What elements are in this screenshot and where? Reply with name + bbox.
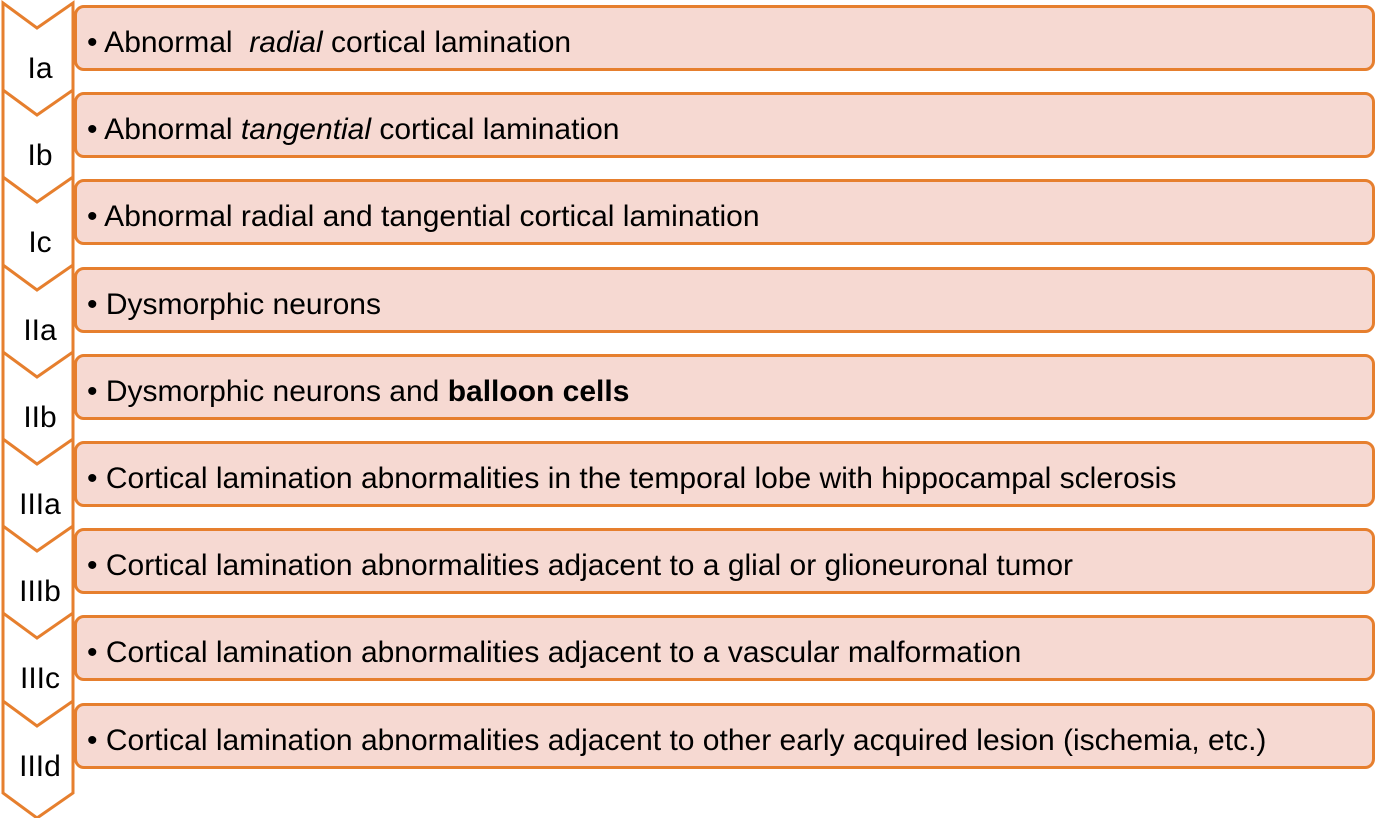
- description-box: [74, 615, 1375, 681]
- text-segment: cortical lamination: [322, 26, 572, 59]
- emphasis-italic: tangential: [240, 113, 372, 147]
- description-box: [74, 267, 1375, 333]
- description-text: [87, 357, 629, 417]
- level-label: Ic: [28, 226, 52, 260]
- level-row-ib: [0, 87, 1379, 174]
- description-text: [87, 444, 1176, 504]
- description-text: [87, 531, 1073, 591]
- level-row-ia: [0, 0, 1379, 87]
- description-text: [87, 182, 760, 242]
- description-text: [87, 618, 1021, 678]
- description-box: [74, 528, 1375, 594]
- description-text: [87, 8, 571, 68]
- level-row-ic: [0, 174, 1379, 261]
- level-row-iiic: [0, 610, 1379, 697]
- text-segment: • Dysmorphic neurons and: [87, 374, 448, 408]
- text-segment: • Cortical lamination abnormalities adjacent to a glial or glioneuronal tumor: [87, 549, 1074, 583]
- description-text: [87, 270, 381, 330]
- text-segment: • Cortical lamination abnormalities adjacent to other early acquired lesion (ischemia, etc.): [87, 723, 1267, 757]
- text-segment: • Abnormal: [87, 113, 241, 147]
- text-segment: • Abnormal radial and tangential cortical lamination: [87, 200, 760, 234]
- description-box: [74, 179, 1375, 245]
- description-text: [87, 706, 1266, 766]
- emphasis-italic: radial: [249, 26, 323, 59]
- level-row-iiid: [0, 698, 1379, 785]
- text-segment: • Cortical lamination abnormalities adjacent to a vascular malformation: [87, 636, 1022, 670]
- description-box: [74, 92, 1375, 158]
- description-box: [74, 441, 1375, 507]
- level-label: IIa: [23, 313, 57, 347]
- level-label: IIIb: [19, 575, 61, 609]
- level-row-iia: [0, 262, 1379, 349]
- text-segment: • Cortical lamination abnormalities in the temporal lobe with hippocampal sclerosis: [87, 462, 1177, 495]
- text-segment: • Dysmorphic neurons: [87, 287, 381, 321]
- level-label: Ib: [27, 139, 53, 173]
- description-box: [74, 354, 1375, 420]
- level-label: IIIc: [19, 662, 60, 696]
- description-box: [74, 5, 1375, 71]
- description-text: [87, 95, 619, 155]
- text-segment: • Abnormal: [87, 26, 250, 59]
- level-label: IIIa: [19, 488, 61, 521]
- level-row-iib: [0, 349, 1379, 436]
- level-row-iiia: [0, 436, 1379, 523]
- level-row-iiib: [0, 523, 1379, 610]
- level-label: Ia: [27, 52, 53, 85]
- level-label: IIb: [23, 400, 57, 434]
- text-segment: cortical lamination: [371, 113, 620, 147]
- level-label: IIId: [19, 749, 61, 783]
- description-box: [74, 703, 1375, 769]
- emphasis-bold: balloon cells: [447, 374, 630, 408]
